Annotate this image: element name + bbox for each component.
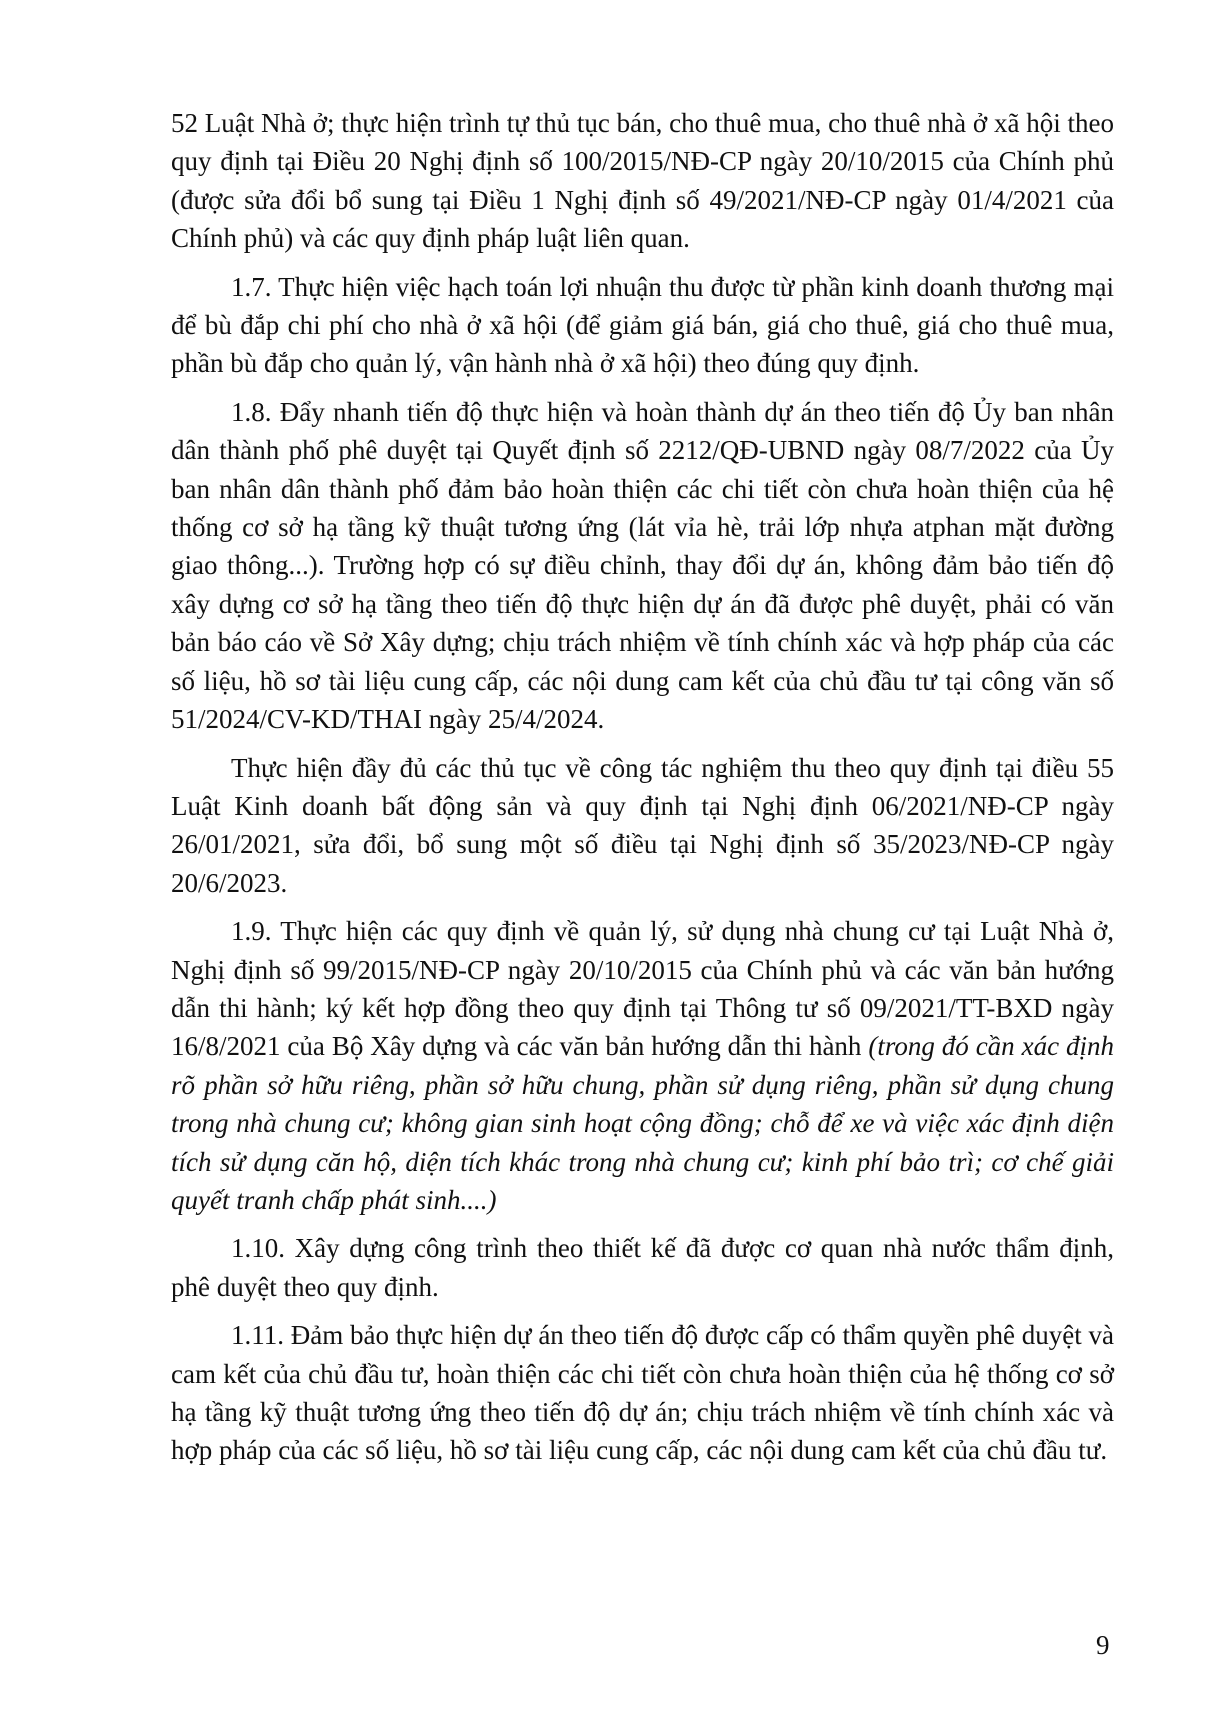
paragraph-1-9 <box>171 912 1114 1219</box>
document-body <box>171 104 1114 1480</box>
paragraph-1-11: 1.11. Đảm bảo thực hiện dự án theo tiến độ được cấp có thẩm quyền phê duyệt và cam kết của chủ đầu tư, hoàn thiện các chi tiết còn chưa hoàn thiện của hệ thống cơ sở hạ tầng kỹ thuật tương ứng theo tiến độ dự án; chịu trách nhiệm về tính chính xác và hợp pháp của các số liệu, hồ sơ tài liệu cung cấp, các nội dung cam kết của chủ đầu tư. <box>171 1320 1114 1466</box>
paragraph-1-9-text: 1.9. Thực hiện các quy định về quản lý, sử dụng nhà chung cư tại Luật Nhà ở, Nghị định số 99/2015/NĐ-CP ngày 20/10/2015 của Chính phủ và các văn bản hướng dẫn thi hành; ký kết hợp đồng theo quy định tại Thông tư số 09/2021/TT-BXD ngày 16/8/2021 của Bộ Xây dựng và các văn bản hướng dẫn thi hành <box>171 916 1114 1062</box>
paragraph-1-10: 1.10. Xây dựng công trình theo thiết kế đã được cơ quan nhà nước thẩm định, phê duyệt theo quy định. <box>171 1233 1114 1302</box>
paragraph-acceptance-procedures: Thực hiện đầy đủ các thủ tục về công tác nghiệm thu theo quy định tại điều 55 Luật Kinh doanh bất động sản và quy định tại Nghị định 06/2021/NĐ-CP ngày 26/01/2021, sửa đổi, bổ sung một số điều tại Nghị định số 35/2023/NĐ-CP ngày 20/6/2023. <box>171 752 1114 898</box>
page-number: 9 <box>1096 1630 1110 1660</box>
paragraph-1-9-italic-note: (trong đó cần xác định rõ phần sở hữu riêng, phần sở hữu chung, phần sử dụng riêng, phần sử dụng chung trong nhà chung cư; không gian sinh hoạt cộng đồng; chỗ để xe và việc xác định diện tích sử dụng căn hộ, diện tích khác trong nhà chung cư; kinh phí bảo trì; cơ chế giải quyết tranh chấp phát sinh....) <box>171 1031 1114 1215</box>
paragraph-continuation: 52 Luật Nhà ở; thực hiện trình tự thủ tục bán, cho thuê mua, cho thuê nhà ở xã hội theo quy định tại Điều 20 Nghị định số 100/2015/NĐ-CP ngày 20/10/2015 của Chính phủ (được sửa đổi bổ sung tại Điều 1 Nghị định số 49/2021/NĐ-CP ngày 01/4/2021 của Chính phủ) và các quy định pháp luật liên quan. <box>171 108 1114 254</box>
paragraph-1-8: 1.8. Đẩy nhanh tiến độ thực hiện và hoàn thành dự án theo tiến độ Ủy ban nhân dân thành phố phê duyệt tại Quyết định số 2212/QĐ-UBND ngày 08/7/2022 của Ủy ban nhân dân thành phố đảm bảo hoàn thiện các chi tiết còn chưa hoàn thiện của hệ thống cơ sở hạ tầng kỹ thuật tương ứng (lát vỉa hè, trải lớp nhựa atphan mặt đường giao thông...). Trường hợp có sự điều chỉnh, thay đổi dự án, không đảm bảo tiến độ xây dựng cơ sở hạ tầng theo tiến độ thực hiện dự án đã được phê duyệt, phải có văn bản báo cáo về Sở Xây dựng; chịu trách nhiệm về tính chính xác và hợp pháp của các số liệu, hồ sơ tài liệu cung cấp, các nội dung cam kết của chủ đầu tư tại công văn số 51/2024/CV-KD/THAI ngày 25/4/2024. <box>171 396 1114 735</box>
paragraph-1-7: 1.7. Thực hiện việc hạch toán lợi nhuận thu được từ phần kinh doanh thương mại để bù đắp chi phí cho nhà ở xã hội (để giảm giá bán, giá cho thuê, giá cho thuê mua, phần bù đắp cho quản lý, vận hành nhà ở xã hội) theo đúng quy định. <box>171 271 1114 379</box>
